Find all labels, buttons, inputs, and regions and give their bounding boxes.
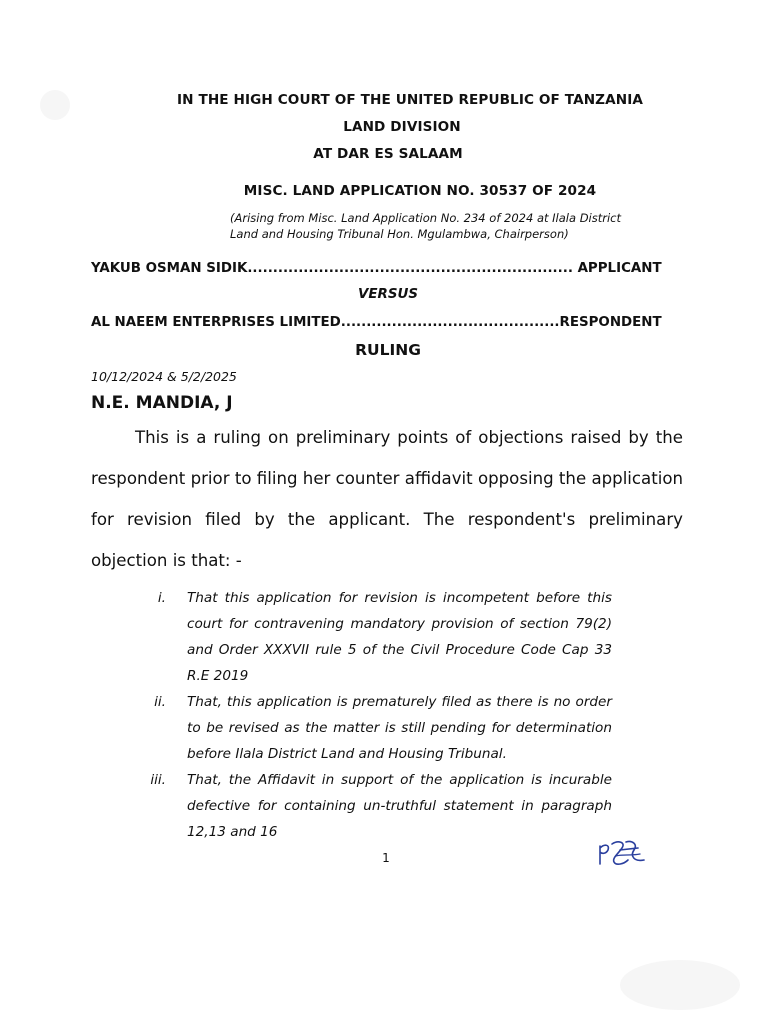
- applicant-line: YAKUB OSMAN SIDIK................................................................ APPLICANT: [91, 261, 662, 276]
- list-item: [140, 767, 612, 845]
- respondent-line: AL NAEEM ENTERPRISES LIMITED...........................................RESPONDENT: [91, 315, 662, 330]
- list-item: [140, 585, 612, 689]
- scan-artifact: [620, 960, 740, 1010]
- versus-label: VERSUS: [358, 287, 418, 302]
- objection-number: i.: [157, 590, 166, 606]
- ruling-title: RULING: [355, 341, 421, 359]
- intro-paragraph: This is a ruling on preliminary points of objections raised by the respondent prior to filing her counter affidavit opposing the application for revision filed by the applicant. The respondent's preliminary objection is that: -: [91, 428, 683, 570]
- page-number: 1: [382, 851, 390, 865]
- objections-list: [140, 585, 612, 845]
- objection-number: iii.: [150, 772, 166, 788]
- court-title: IN THE HIGH COURT OF THE UNITED REPUBLIC OF TANZANIA: [176, 92, 644, 108]
- arising-line-1: (Arising from Misc. Land Application No. 234 of 2024 at Ilala District: [230, 211, 621, 225]
- arising-note: [230, 210, 630, 242]
- scan-artifact: [40, 90, 70, 120]
- hearing-dates: 10/12/2024 & 5/2/2025: [91, 369, 237, 384]
- signature-initials-icon: [594, 836, 650, 870]
- judge-name: N.E. MANDIA, J: [91, 393, 233, 413]
- objection-text: That, this application is prematurely filed as there is no order to be revised as the matter is still pending for determination before Ilala District Land and Housing Tribunal.: [187, 694, 612, 762]
- list-item: [140, 689, 612, 767]
- objection-text: That, the Affidavit in support of the application is incurable defective for containing un-truthful statement in paragraph 12,13 and 16: [187, 772, 612, 840]
- objection-number: ii.: [154, 694, 166, 710]
- court-location: AT DAR ES SALAAM: [313, 146, 463, 162]
- court-division: LAND DIVISION: [343, 119, 461, 135]
- objection-text: That this application for revision is incompetent before this court for contravening mandatory provision of section 79(2) and Order XXXVII rule 5 of the Civil Procedure Code Cap 33 R.E 2019: [187, 590, 612, 684]
- arising-line-2: Land and Housing Tribunal Hon. Mgulambwa, Chairperson): [230, 227, 569, 241]
- case-number: MISC. LAND APPLICATION NO. 30537 OF 2024: [243, 183, 597, 199]
